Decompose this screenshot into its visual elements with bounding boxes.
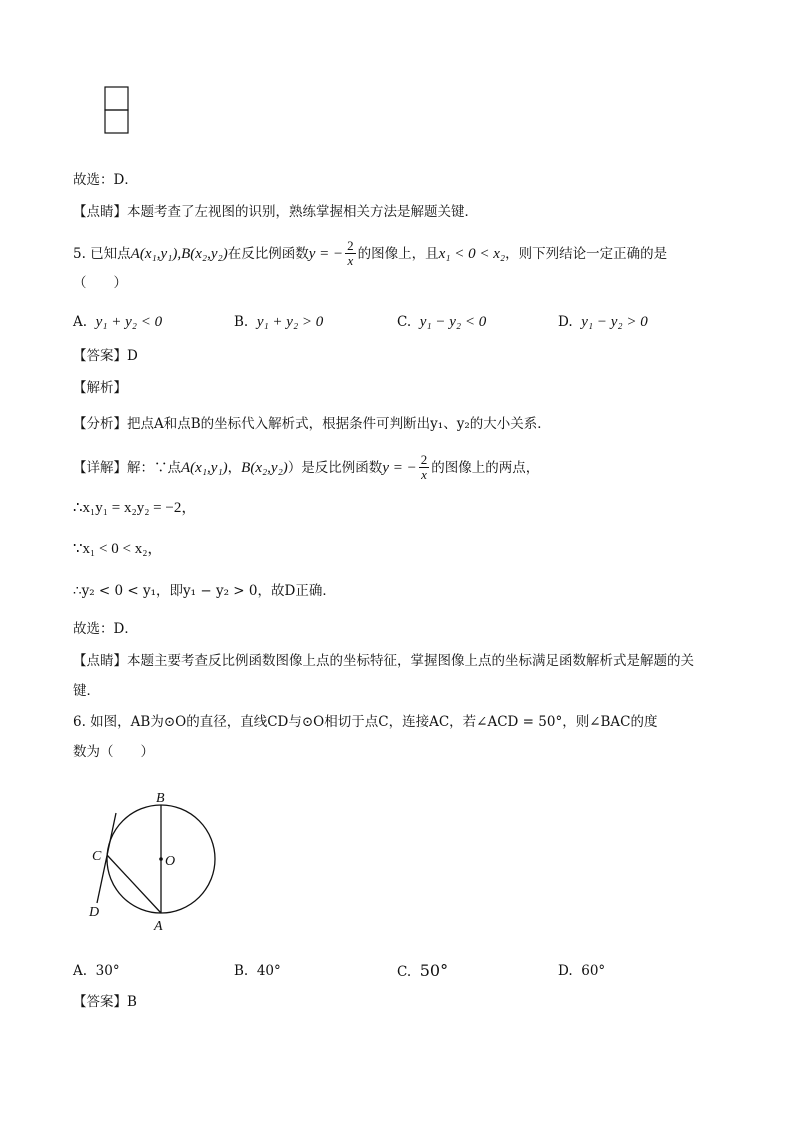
option-letter: A. (73, 963, 88, 979)
option-letter: D. (558, 963, 573, 979)
q5-option-b (234, 312, 323, 332)
q5-suffix: ，则下列结论一定正确的是 (505, 246, 668, 262)
xiangjie-fraction (419, 453, 430, 482)
q5-condition: x₁ < 0 < x₂ (438, 246, 506, 262)
option-letter: C. (397, 314, 412, 330)
option-expr: 60° (581, 963, 606, 979)
q5-mid2: 的图像上，且 (357, 246, 439, 262)
q5-dianjing-2: 键． (73, 683, 100, 699)
q5-prefix: 5. 已知点 (73, 246, 131, 262)
option-expr: y₁ − y₂ > 0 (581, 314, 648, 330)
option-letter: C. (397, 964, 412, 980)
q6-option-d (558, 961, 605, 981)
label-b: B (156, 791, 165, 806)
q5-step3: ∴y₂ < 0 < y₁，即y₁ − y₂ > 0，故D正确． (73, 583, 336, 599)
q5-option-d (558, 312, 648, 332)
q6-option-b (234, 961, 281, 981)
q6-stem-2: 数为（ ） (73, 744, 154, 760)
q5-jiexi: 【解析】 (73, 380, 127, 396)
q4-conclusion: 故选：D． (73, 172, 138, 188)
q5-frac-num: 2 (347, 238, 354, 253)
xiangjie-point-a: A(x₁,y₁) (181, 460, 228, 476)
xiangjie-suffix: 的图像上的两点， (431, 460, 540, 476)
option-expr: y₁ + y₂ > 0 (256, 314, 324, 330)
q5-step2: ∵x₁ < 0 < x₂， (73, 541, 163, 557)
label-c: C (92, 849, 102, 864)
option-expr: 30° (95, 963, 120, 979)
q5-option-c (397, 312, 486, 332)
q5-mid: 在反比例函数 (227, 246, 309, 262)
q5-answer: 【答案】D (73, 348, 138, 364)
option-letter: D. (558, 314, 573, 330)
label-d: D (89, 905, 100, 920)
xiangjie-frac-den: x (421, 467, 427, 482)
option-expr: 50° (419, 961, 449, 980)
left-view-figure (100, 84, 134, 138)
segment-ac (107, 855, 161, 913)
xiangjie-func: y = − (382, 460, 417, 476)
q6-answer: 【答案】B (73, 994, 137, 1010)
center-dot (159, 857, 163, 861)
xiangjie-comma: ， (227, 460, 242, 476)
circle-tangent-figure (80, 785, 230, 935)
label-a: A (154, 919, 163, 934)
option-letter: B. (234, 314, 249, 330)
q6-stem-1: 6. 如图，AB为⊙O的直径，直线CD与⊙O相切于点C，连接AC，若∠ACD = 50°，则∠BAC的度 (73, 714, 658, 730)
option-expr: y₁ + y₂ < 0 (95, 314, 163, 330)
q5-paren: （ ） (73, 275, 127, 291)
xiangjie-frac-num: 2 (420, 452, 428, 467)
option-expr: y₁ − y₂ < 0 (419, 314, 487, 330)
xiangjie-point-b: B(x₂,y₂) (241, 460, 288, 476)
q5-fenxi: 【分析】把点A和点B的坐标代入解析式，根据条件可判断出y₁、y₂的大小关系． (73, 416, 551, 432)
q6-option-c (397, 961, 448, 982)
xiangjie-mid: ）是反比例函数 (287, 460, 383, 476)
q5-conclusion: 故选：D． (73, 621, 138, 637)
q5-frac-den: x (347, 253, 354, 268)
option-letter: A. (73, 314, 88, 330)
q4-dianjing: 【点睛】本题考查了左视图的识别，熟练掌握相关方法是解题关键． (73, 204, 478, 220)
label-o: O (165, 854, 176, 869)
xiangjie-prefix: 【详解】解：∵点 (73, 460, 181, 476)
option-letter: B. (234, 963, 249, 979)
q5-step1: ∴x₁y₁ = x₂y₂ = −2， (73, 500, 197, 516)
q5-dianjing-1: 【点睛】本题主要考查反比例函数图像上点的坐标特征，掌握图像上点的坐标满足函数解析式是解题的关 (73, 653, 694, 669)
q5-points: A(x₁,y₁),B(x₂,y₂) (130, 246, 228, 262)
q5-option-a (73, 312, 162, 332)
option-expr: 40° (256, 963, 281, 979)
q5-func: y = − (308, 246, 344, 262)
q5-fraction (345, 239, 356, 268)
q5-xiangjie (73, 454, 539, 483)
q6-option-a (73, 961, 120, 981)
q5-stem (73, 240, 667, 269)
